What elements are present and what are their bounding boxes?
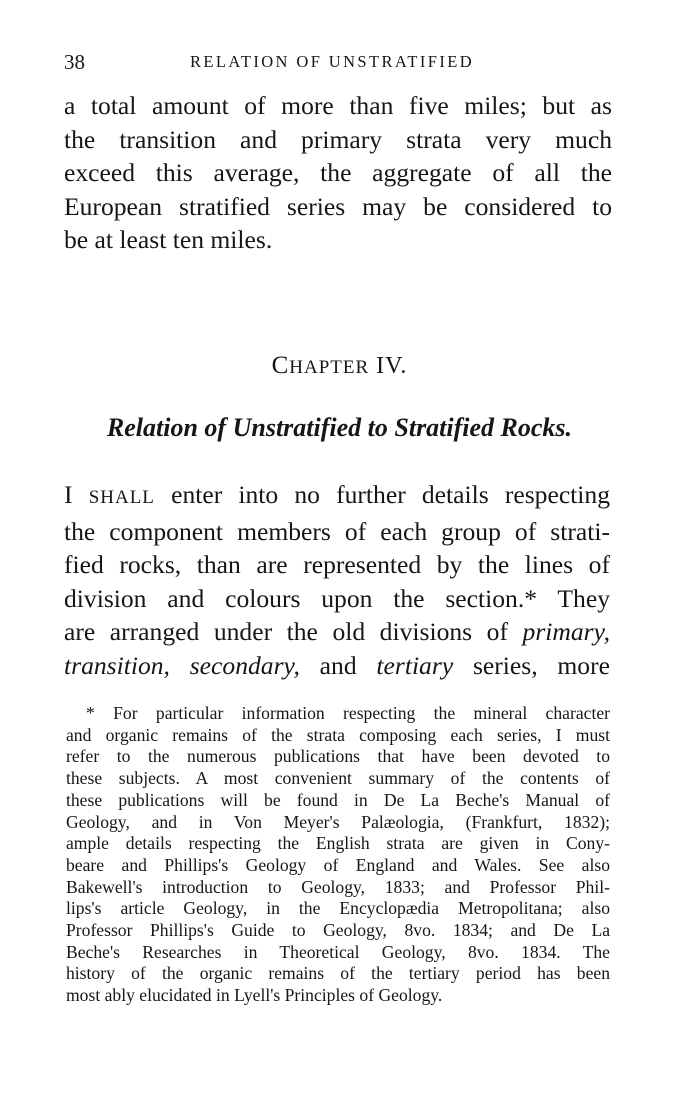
page-number: 38 [64,50,85,74]
text-line: a total amount of more than five miles; but as [64,91,612,120]
lead-in-smallcaps: SHALL [88,487,155,508]
text-line [64,615,610,649]
chapter-word-rest: HAPTER [289,357,370,378]
footnote-line: and organic remains of the strata composing each series, I must [66,724,610,745]
italic-term: tertiary [376,650,454,680]
footnote-line: lips's article Geology, in the Encyclopædia Metropolitana; also [66,898,610,919]
running-head [64,50,624,76]
text-line: European stratified series may be considered to [64,191,612,221]
footnote-line: ample details respecting the English strata are given in Cony- [66,833,610,854]
line-text: are arranged under the old divisions of [64,617,508,647]
lead-in-initial: I [64,480,73,509]
footnote [66,703,610,1007]
text-line [64,478,610,515]
line-text: series, more [472,650,610,680]
footnote-line: beare and Phillips's Geology of England and Wales. See also [66,854,610,875]
text-line: division and colours upon the section.* They [64,583,610,613]
text-line: the component members of each group of strati- [64,516,610,546]
text-line: the transition and primary strata very much [64,124,612,154]
footnote-line: * For particular information respecting the mineral character [86,703,610,723]
text-line [64,649,610,683]
text-line: exceed this average, the aggregate of all the [64,158,612,188]
footnote-line: Beche's Researches in Theoretical Geology, 8vo. 1834. The [66,941,610,962]
footnote-line: these subjects. A most convenient summary of the contents of [66,768,610,789]
italic-term: transition, [64,650,170,680]
footnote-line: refer to the numerous publications that have been devoted to [66,746,610,767]
text-line: fied rocks, than are represented by the lines of [64,550,610,580]
chapter-word-initial: C [271,352,290,379]
chapter-subtitle: Relation of Unstratified to Stratified Rocks. [106,413,573,442]
footnote-line: Professor Phillips's Guide to Geology, 8vo. 1834; and De La [66,920,610,941]
footnote-line: history of the organic remains of the tertiary period has been [66,963,610,984]
footnote-line: Geology, and in Von Meyer's Palæologia, (Frankfurt, 1832); [66,811,610,832]
footnote-line: these publications will be found in De La Beche's Manual of [66,789,610,810]
footnote-line: Bakewell's introduction to Geology, 1833; and Professor Phil- [66,876,610,897]
line-text: and [319,650,357,680]
footnote-line: most ably elucidated in Lyell's Principles of Geology. [66,985,443,1006]
italic-term: secondary, [189,650,300,680]
line-text: enter into no further details respecting [171,480,610,509]
paragraph-continuation [64,89,612,257]
italic-term: primary, [522,617,610,647]
running-title: RELATION OF UNSTRATIFIED [190,52,475,71]
chapter-heading [0,352,679,380]
chapter-numeral: IV. [376,353,408,379]
paragraph-opening [64,478,610,683]
text-line: be at least ten miles. [64,225,273,255]
